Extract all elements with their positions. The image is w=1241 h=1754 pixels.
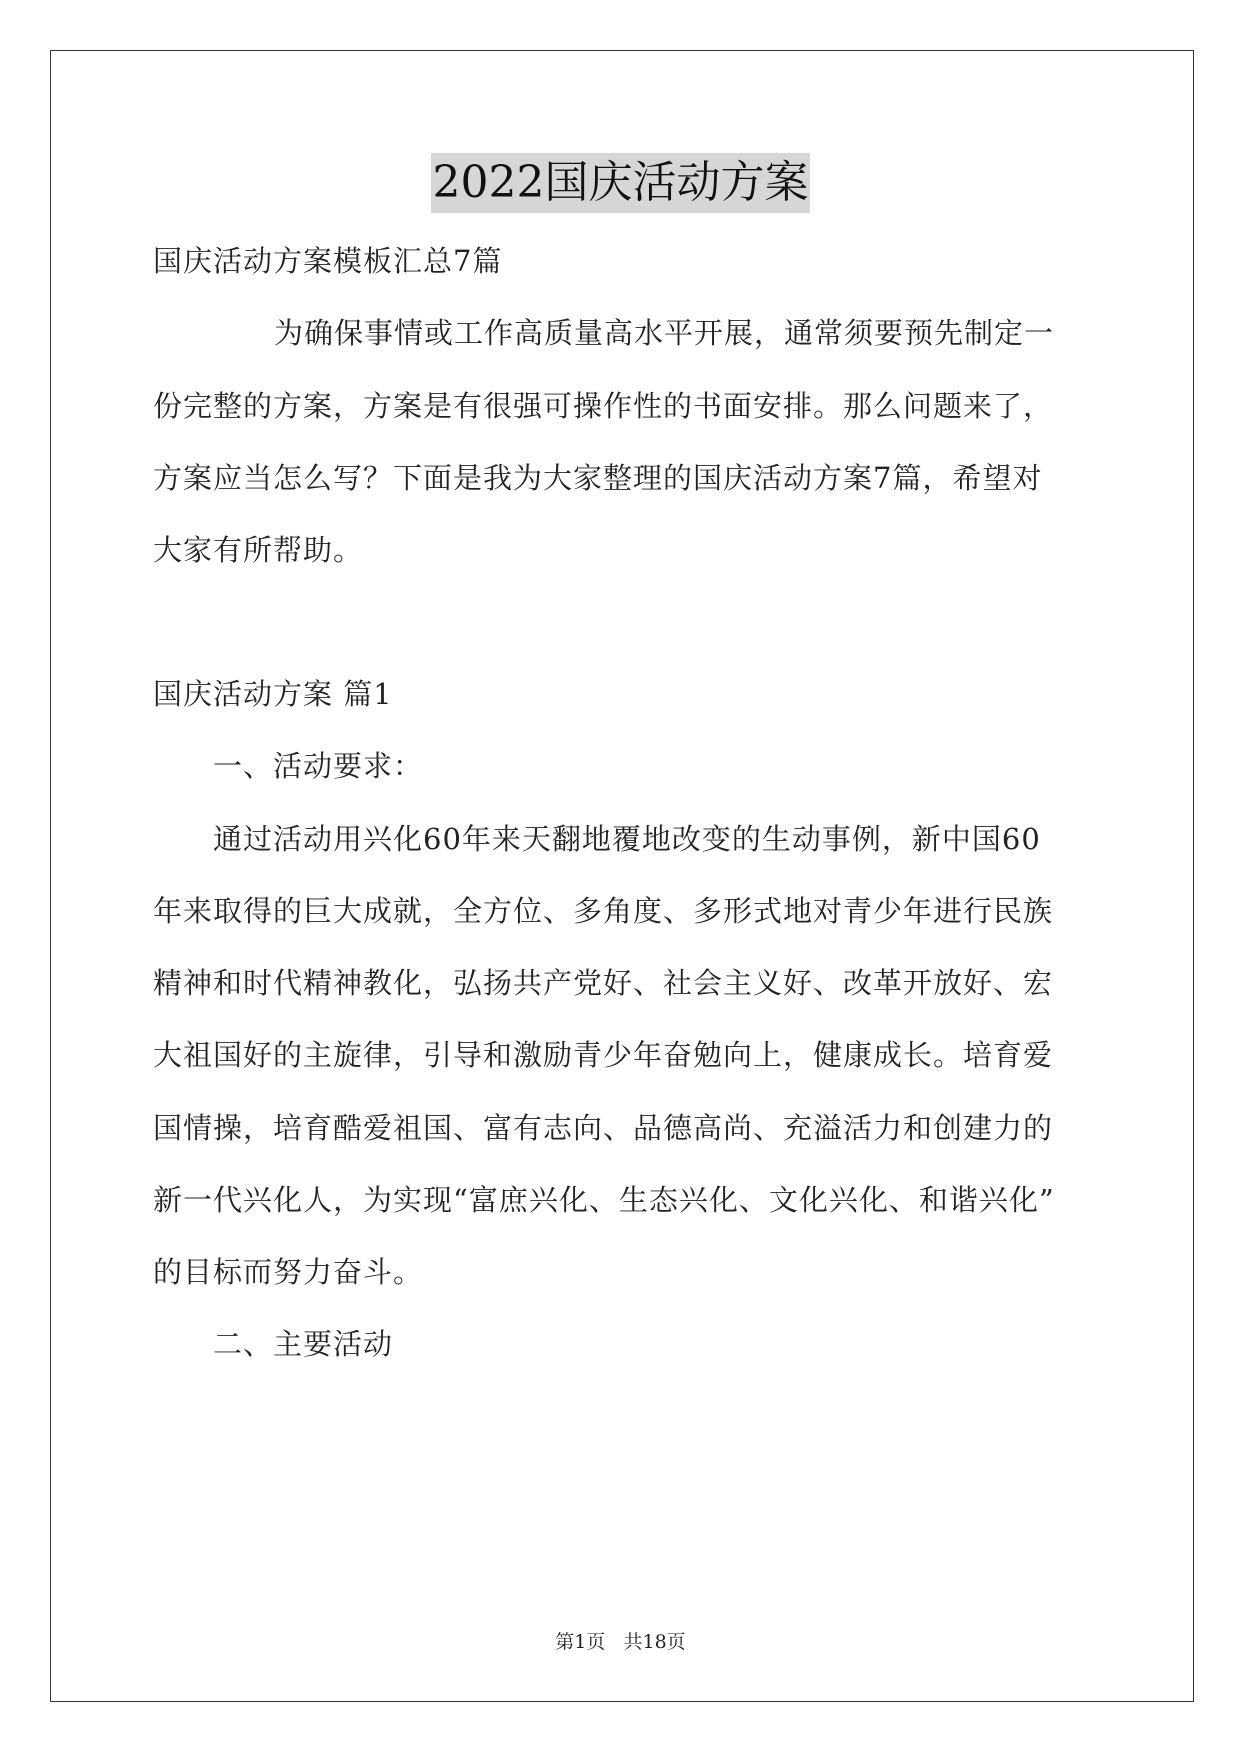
page-border	[50, 50, 1194, 1702]
part1-line-7: 的目标而努力奋斗。	[153, 1255, 424, 1289]
intro-line-3: 方案应当怎么写？下面是我为大家整理的国庆活动方案7篇，希望对	[153, 461, 1043, 495]
part1-line-5: 国情操，培育酷爱祖国、富有志向、品德高尚、充溢活力和创建力的	[153, 1111, 1054, 1145]
intro-line-1: 为确保事情或工作高质量高水平开展，通常须要预先制定一	[274, 316, 1055, 350]
title-container	[0, 153, 1241, 213]
part1-heading: 一、活动要求：	[213, 749, 424, 783]
page-footer: 第1页 共18页	[555, 1631, 686, 1653]
section-heading: 国庆活动方案 篇1	[153, 677, 393, 711]
part1-line-6: 新一代兴化人，为实现“富庶兴化、生态兴化、文化兴化、和谐兴化”	[153, 1183, 1055, 1217]
part2-heading: 二、主要活动	[213, 1327, 394, 1361]
part1-line-1: 通过活动用兴化60年来天翻地覆地改变的生动事例，新中国60	[213, 822, 1041, 856]
part1-line-2: 年来取得的巨大成就，全方位、多角度、多形式地对青少年进行民族	[153, 894, 1054, 928]
document-subtitle: 国庆活动方案模板汇总7篇	[153, 244, 503, 278]
intro-line-2: 份完整的方案，方案是有很强可操作性的书面安排。那么问题来了，	[153, 389, 1054, 423]
part1-line-3: 精神和时代精神教化，弘扬共产党好、社会主义好、改革开放好、宏	[153, 966, 1054, 1000]
intro-line-4: 大家有所帮助。	[153, 533, 364, 567]
part1-line-4: 大祖国好的主旋律，引导和激励青少年奋勉向上，健康成长。培育爱	[153, 1038, 1054, 1072]
document-title: 2022国庆活动方案	[431, 153, 811, 213]
